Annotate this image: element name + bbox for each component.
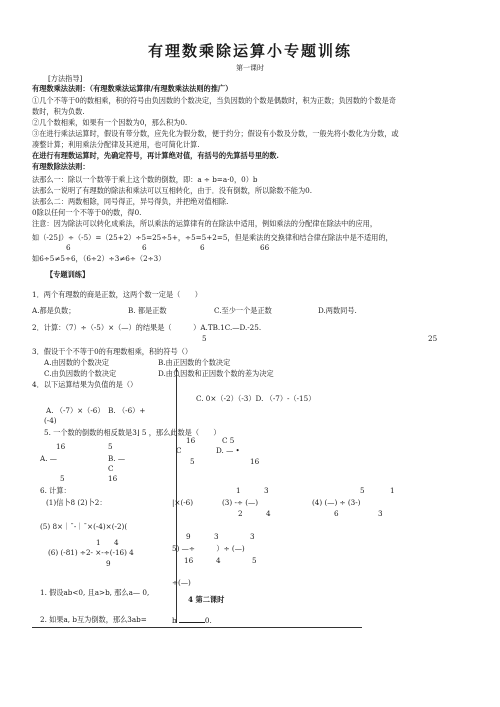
q4-option-cd: C. 0×（-2）（-3）D. （-7）-（-15） — [196, 394, 316, 403]
rule-2: ②几个数相乘，如果有一个因数为0，那么积为0. — [32, 118, 188, 127]
q3-option-b: B.由正因数的个数决定 — [158, 358, 231, 367]
q5-option-c-dot: C — [176, 446, 182, 455]
q5-numerator: 16 — [186, 436, 196, 445]
question-4: 4．以下运算结果为负值的是（） — [32, 380, 138, 389]
q5-denominator: 16 — [108, 474, 118, 483]
division-heading: 有理数除法法则： — [32, 162, 90, 171]
q6-part-1-2: (1)信卜8 (2)卜2： — [46, 498, 107, 507]
division-rule-explain: 法那么一说明了有理数的除法和乘法可以互相转化，由于．没有倒数，所以除数不能为0. — [32, 186, 312, 195]
question-6: 6. 计算： — [40, 486, 71, 495]
question-5: 5. 一个数的倒数的相反数是3⌋ 5 ，那么此数是（ ） — [44, 428, 221, 437]
q6-3-numerator: 3 — [264, 486, 269, 495]
fill-question-2-var: b — [172, 616, 177, 625]
example-denominator: 6 — [142, 243, 147, 252]
q5-numerator: C 5 — [222, 436, 235, 445]
q6-6-numerator: 4 — [114, 538, 119, 547]
zero-division-rule: 0除以任何一个不等于0的数，得0. — [32, 208, 142, 217]
mult-law-intro: 有理数乘法法则：（有理数乘法运算律/有理数乘法法则的推广） — [32, 84, 233, 93]
q6-6-numerator: 1 — [96, 538, 101, 547]
example-denominator: 6 — [66, 243, 71, 252]
q6-part-3: (3) -÷ (—) — [222, 498, 258, 507]
q2-denominator: 25 — [428, 334, 438, 343]
q6-3-denominator: 2 — [238, 509, 243, 518]
q5-option-c-label: C — [108, 464, 114, 473]
q6-7-numerator: 9 — [186, 532, 191, 541]
q5-numerator: 5 — [108, 442, 113, 451]
q1-option-b: B. 都是正数 — [128, 306, 167, 315]
q6-part-8: ÷(—) — [172, 578, 191, 587]
q5-numerator: 16 — [56, 442, 66, 451]
example-denominator: 6 — [200, 243, 205, 252]
q1-option-a: A.都是负数； — [32, 306, 76, 315]
division-example-2: 如6÷5≠5÷6，（6÷2）÷3≠6÷（2÷3） — [32, 254, 166, 263]
q3-option-d: D.由负因数和正因数个数的差为决定 — [158, 369, 274, 378]
q6-7-numerator: 3 — [250, 532, 255, 541]
fill-question-1: 1. 假设ab<0, 且a>b, 那么a— 0, — [40, 588, 150, 597]
rule-3b: 凑整计算；利用乘法分配律及其逆用，也可简化计算. — [32, 140, 200, 149]
q5-option-a: A. — — [40, 454, 57, 463]
question-2: 2．计算：（7）÷（-5）×（—）的结果是（ ）A.TB.1C.—D.-25. — [32, 323, 262, 332]
q5-denominator: 16 — [250, 457, 260, 466]
q6-7-denominator: 4 — [216, 556, 221, 565]
q2-denominator: 5 — [202, 334, 207, 343]
mixed-operation-note: 在进行有理数运算时，先确定符号，再计算绝对值，有括号的先算括号里的数. — [32, 151, 279, 160]
q6-4-denominator: 3 — [378, 509, 383, 518]
division-rule-1: 法那么一：除以一个数等于乘上这个数的倒数，即：a ÷ b=a·0，0）b — [32, 175, 258, 184]
bottom-rule — [32, 627, 362, 628]
q6-6-denominator: 9 — [106, 559, 111, 568]
q6-4-numerator: 5 — [360, 486, 365, 495]
q6-3-numerator: 1 — [236, 486, 241, 495]
q4-option-b-cont: (-4) — [44, 416, 57, 425]
q1-option-d: D.两数同号. — [318, 306, 357, 315]
q5-option-d: D. — • — [216, 446, 240, 455]
q6-7-denominator: 5 — [252, 556, 257, 565]
q1-option-c: C.至少一个是正数 — [214, 306, 272, 315]
rule-1b: 数时，积为负数. — [32, 107, 85, 116]
q6-part-1-end: |×(-6) — [172, 498, 194, 507]
question-1: 1．两个有理数的商是正数，这两个数一定是（ ） — [32, 290, 202, 299]
q6-part-6: (6) (-81) ÷2- ×-÷(-16) 4 — [48, 548, 134, 557]
q6-part-7: 5) —÷ ）÷ (—) — [172, 544, 245, 553]
q6-part-5: (5) 8×｜ˉ-｜ˉ×(-4)×(-2)( — [40, 522, 128, 531]
lesson-two-label: 4 第二课时 — [188, 595, 225, 604]
rule-1a: ①几个不等于0的数相乘，积的符号由负因数的个数决定，当负因数的个数是偶数时，积为正数；负因数的个数是奇 — [32, 96, 396, 105]
answer-blank[interactable] — [179, 615, 205, 623]
q6-7-denominator: 16 — [184, 556, 194, 565]
q3-option-c: C.由负因数的个数决定 — [44, 369, 117, 378]
page-title: 有理数乘除运算小专题训练 — [147, 42, 352, 60]
fill-question-2: 2. 如果a, b互为倒数，那么3ab= — [40, 615, 147, 624]
q6-part-4: (4) (—) ÷ (3-) — [312, 498, 361, 507]
division-rule-2: 法那么二：两数相除，同号得正，异号得负，并把绝对值相除. — [32, 197, 229, 206]
q4-option-ab: A. （-7）×（-6） B. （-6）+ — [46, 406, 146, 415]
q6-4-denominator: 6 — [334, 509, 339, 518]
lesson-one-label: 第一课时 — [236, 64, 264, 72]
division-example-1: 如（-25⌋）÷（-5）=（25+2）÷5=25÷5+，÷5=5+2=5，但是乘法的交换律和结合律在除法中是不适用的， — [32, 233, 393, 242]
example-denominator: 66 — [260, 243, 270, 252]
q6-4-numerator: 1 — [390, 486, 395, 495]
fill-question-2-end — [172, 615, 212, 625]
q3-option-a: A.由因数的个数决定 — [44, 358, 109, 367]
question-3: 3．假设干个不等于0的有理数相乘，积的符号（） — [32, 347, 193, 356]
q6-3-denominator: 4 — [266, 509, 271, 518]
q5-denominator: 5 — [190, 457, 195, 466]
fill-question-2-tail: 0. — [204, 616, 212, 625]
q5-option-b: B. — — [108, 454, 126, 463]
rule-3a: ③在进行乘法运算时，假设有带分数，应先化为假分数，便于约分；假设有小数及分数，一般先将小数化为分数，或 — [32, 129, 399, 138]
training-heading: 【专题训练】 — [46, 270, 90, 279]
division-note: 注意：因为除法可以转化成乘法，所以乘法的运算律有的在除法中适用，例如乘法的分配律在除法中的应用， — [32, 219, 378, 228]
q6-7-numerator: 3 — [214, 532, 219, 541]
method-heading: [方法指导] — [48, 74, 83, 83]
q5-denominator: 5 — [60, 474, 65, 483]
